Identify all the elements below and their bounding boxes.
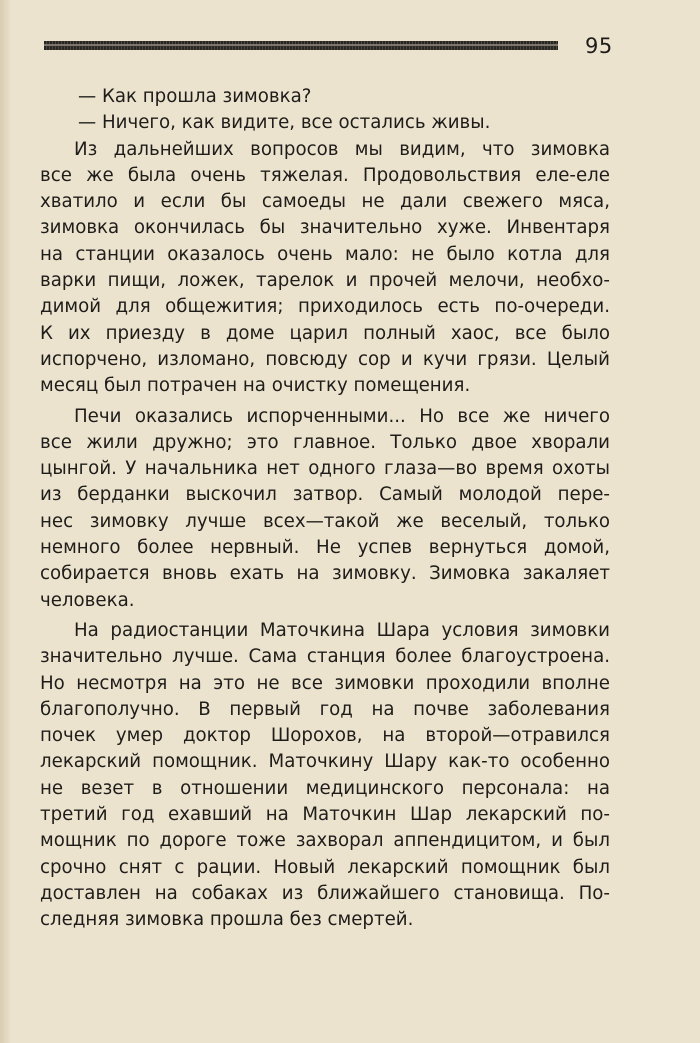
text-line: варки пищи, ложек, тарелок и прочей мелочи, необхо- — [40, 270, 610, 292]
text-line: не везет в отношении медицинского персонала: на — [40, 777, 610, 799]
text-line: димой для общежития; приходилось есть по-очереди. — [40, 296, 610, 318]
paragraph — [40, 84, 610, 110]
paragraph — [40, 110, 610, 136]
text-line: значительно лучше. Сама станция более благоустроена. — [40, 646, 610, 668]
text-line: следняя зимовка прошла без смертей. — [40, 909, 414, 931]
body-text — [40, 84, 610, 934]
paragraph — [40, 404, 610, 614]
text-line: человека. — [40, 589, 135, 611]
text-line: из берданки выскочил затвор. Самый молодой пере- — [40, 484, 610, 506]
text-line: лекарский помощник. Маточкину Шару как-то особенно — [40, 751, 610, 773]
text-line: благополучно. В первый год на почве заболевания — [40, 698, 610, 720]
text-line: третий год ехавший на Маточкин Шар лекарский по- — [40, 804, 610, 826]
paragraph — [40, 618, 610, 934]
page-gutter-shadow — [0, 0, 12, 1043]
paragraph — [40, 137, 610, 400]
text-line: срочно снят с рации. Новый лекарский помощник был — [40, 856, 610, 878]
text-line: нес зимовку лучше всех—такой же веселый, только — [40, 510, 610, 532]
text-line: испорчено, изломано, повсюду сор и кучи грязи. Целый — [40, 348, 610, 370]
text-line: Печи оказались испорченными... Но все же ничего — [74, 405, 610, 427]
text-line: на станции оказалось очень мало: не было котла для — [40, 243, 610, 265]
text-line: Из дальнейших вопросов мы видим, что зимовка — [74, 138, 610, 160]
header-rule — [44, 41, 558, 50]
text-line: Но несмотря на это не все зимовки проходили вполне — [40, 672, 610, 694]
text-line: К их приезду в доме царил полный хаос, все было — [40, 322, 610, 344]
text-line: мощник по дороге тоже захворал аппендицитом, и был — [40, 830, 610, 852]
text-line: месяц был потрачен на очистку помещения. — [40, 375, 471, 397]
text-line: зимовка окончилась бы значительно хуже. Инвентаря — [40, 217, 610, 239]
text-line: немного более нервный. Не успев вернуться домой, — [40, 537, 610, 559]
text-line: почек умер доктор Шорохов, на второй—отравился — [40, 725, 610, 747]
text-line: собирается вновь ехать на зимовку. Зимовка закаляет — [40, 563, 610, 585]
text-line: — Ничего, как видите, все остались живы. — [78, 112, 491, 134]
text-line: все жили дружно; это главное. Только двое хворали — [40, 431, 610, 453]
text-line: доставлен на собаках из ближайшего становища. По- — [40, 882, 610, 904]
text-line: — Как прошла зимовка? — [78, 86, 312, 107]
text-line: цынгой. У начальника нет одного глаза—во время охоты — [40, 458, 610, 480]
text-line: хватило и если бы самоеды не дали свежего мяса, — [40, 191, 610, 213]
text-line: На радиостанции Маточкина Шара условия зимовки — [74, 619, 610, 641]
text-line: все же была очень тяжелая. Продовольствия еле-еле — [40, 164, 610, 186]
page-number: 95 — [585, 34, 613, 58]
